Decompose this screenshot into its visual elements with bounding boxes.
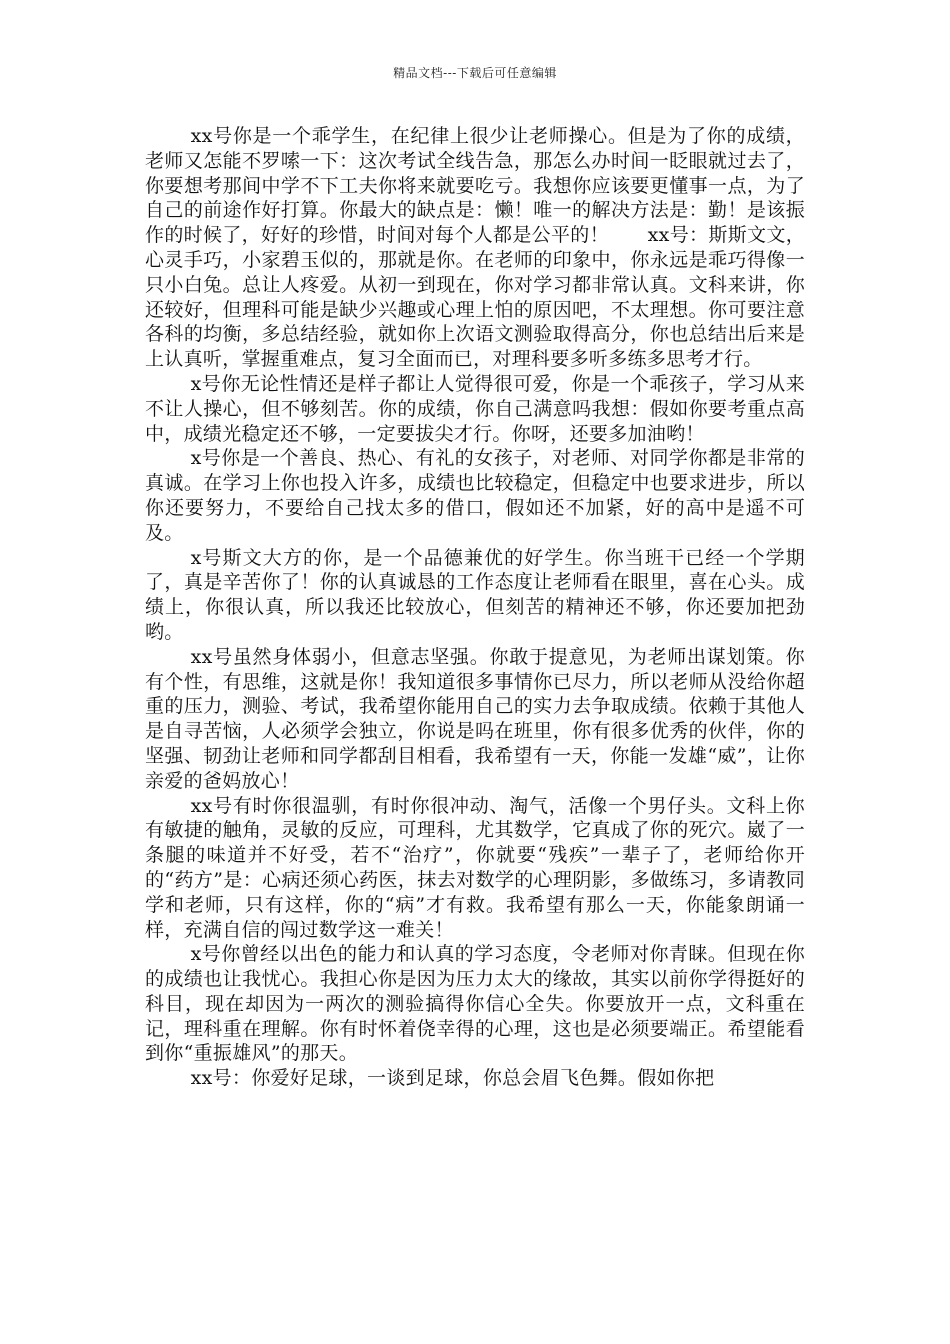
paragraph-7: x号你曾经以出色的能力和认真的学习态度，令老师对你青睐。但现在你的成绩也让我忧心。我担心你是因为压力太大的缘故，其实以前你学得挺好的科目，现在却因为一两次的测验搞得你信心全失。你要放开一点，文科重在记，理科重在理解。你有时怀着侥幸得的心理，这也是必须要端正。希望能看到你“重振雄风”的那天。 [145,943,805,1065]
paragraph-1: xx号你是一个乖学生，在纪律上很少让老师操心。但是为了你的成绩，老师又怎能不罗嗦一下：这次考试全线告急，那怎么办时间一眨眼就过去了，你要想考那间中学不下工夫你将来就要吃亏。我想你应该要更懂事一点，为了自己的前途作好打算。你最大的缺点是：懒！唯一的解决方法是：勤！是该振作的时候了，好好的珍惜，时间对每个人都是公平的！ xx号：斯斯文文，心灵手巧，小家碧玉似的，那就是你。在老师的印象中，你永远是乖巧得像一只小白兔。总让人疼爱。从初一到现在，你对学习都非常认真。文科来讲，你还较好，但理科可能是缺少兴趣或心理上怕的原因吧，不太理想。你可要注意各科的均衡，多总结经验，就如你上次语文测验取得高分，你也总结出后来是上认真听，掌握重难点，复习全面而已，对理科要多听多练多思考才行。 [145,125,805,371]
paragraph-5: xx号虽然身体弱小，但意志坚强。你敢于提意见，为老师出谋划策。你有个性，有思维，这就是你！我知道很多事情你已尽力，所以老师从没给你超重的压力，测验、考试，我希望你能用自己的实力去争取成绩。依赖于其他人是自寻苦恼，人必须学会独立，你说是吗在班里，你有很多优秀的伙伴，你的坚强、韧劲让老师和同学都刮目相看，我希望有一天，你能一发雄“威”，让你亲爱的爸妈放心！ [145,645,805,792]
page-header: 精品文档---下载后可任意编辑 [393,66,557,80]
paragraph-6: xx号有时你很温驯，有时你很冲动、淘气，活像一个男仔头。文科上你有敏捷的触角，灵敏的反应，可理科，尤其数学，它真成了你的死穴。崴了一条腿的味道并不好受，若不“治疗”，你就要“残疾”一辈子了，老师给你开的“药方”是：心病还须心药医，抹去对数学的心理阴影，多做练习，多请教同学和老师，只有这样，你的“病”才有救。我希望有那么一天，你能象朗诵一样，充满自信的闯过数学这一难关！ [145,794,805,941]
paragraph-4: x号斯文大方的你，是一个品德兼优的好学生。你当班干已经一个学期了，真是辛苦你了！你的认真诚恳的工作态度让老师看在眼里，喜在心头。成绩上，你很认真，所以我还比较放心，但刻苦的精神还不够，你还要加把劲哟。 [145,546,805,643]
paragraph-3: x号你是一个善良、热心、有礼的女孩子，对老师、对同学你都是非常的真诚。在学习上你也投入许多，成绩也比较稳定，但稳定中也要求进步，所以你还要努力，不要给自己找太多的借口，假如还不加紧，好的高中是遥不可及。 [145,447,805,544]
document-body [145,124,805,1091]
paragraph-8: xx号：你爱好足球，一谈到足球，你总会眉飞色舞。假如你把 [190,1067,715,1090]
paragraph-2: x号你无论性情还是样子都让人觉得很可爱，你是一个乖孩子，学习从来不让人操心，但不够刻苦。你的成绩，你自己满意吗我想：假如你要考重点高中，成绩光稳定还不够，一定要拔尖才行。你呀，还要多加油哟！ [145,372,805,445]
